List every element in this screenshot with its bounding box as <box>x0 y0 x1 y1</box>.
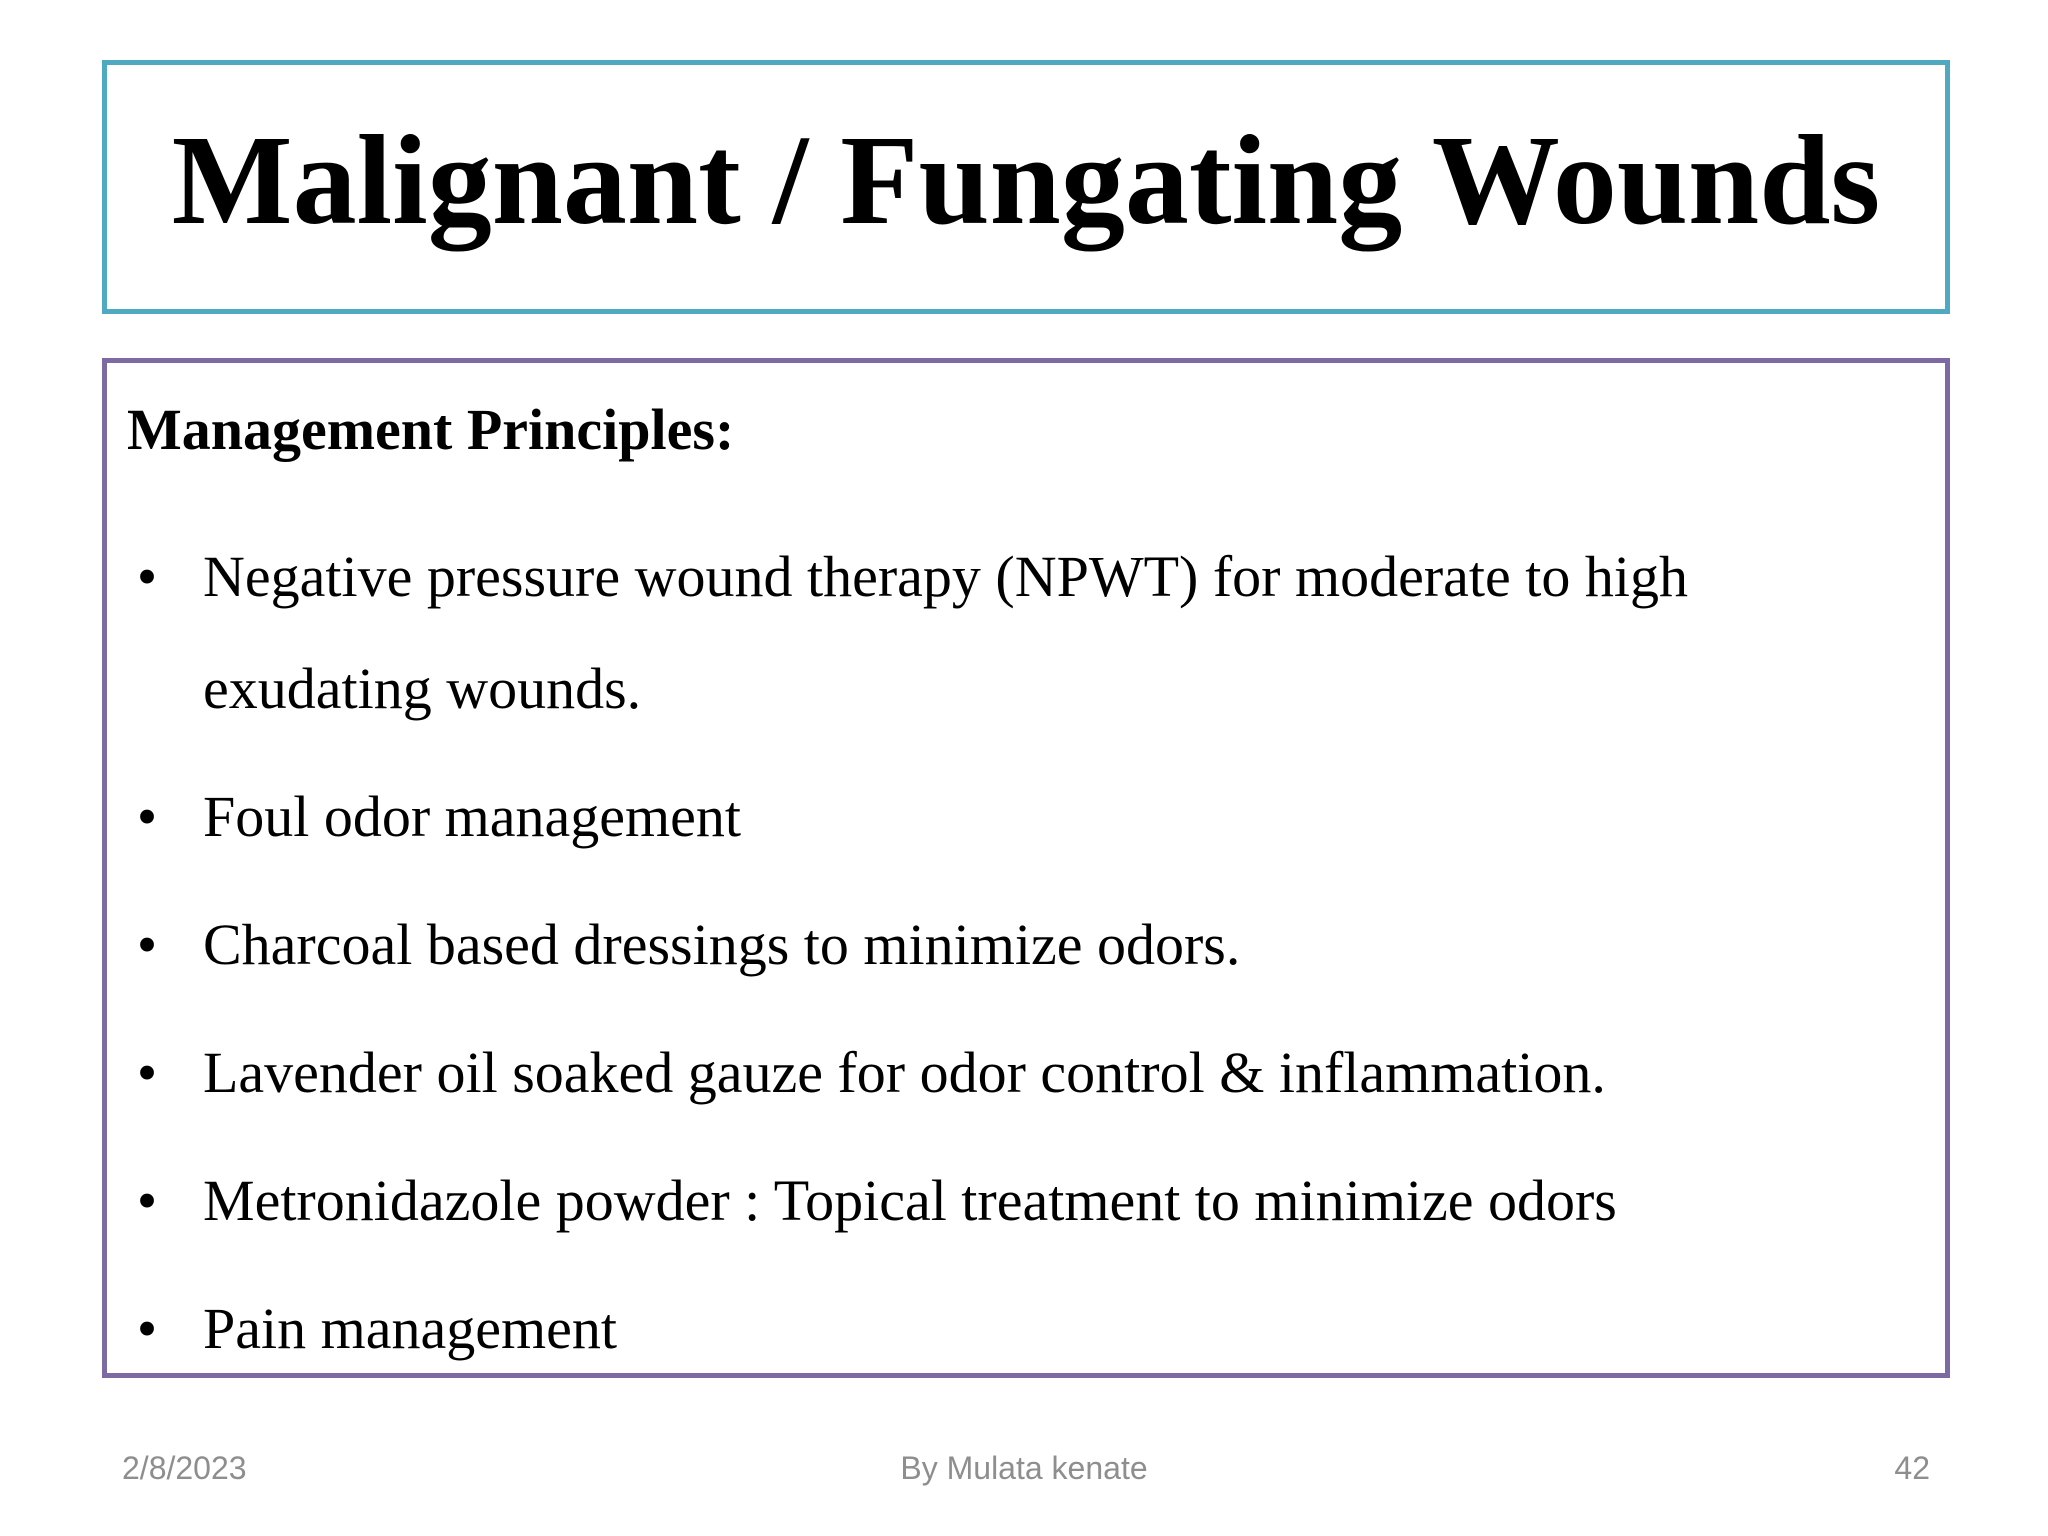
list-item <box>107 761 1945 873</box>
page-number: 42 <box>1894 1450 1930 1486</box>
bullet-icon: • <box>136 784 158 849</box>
title-box <box>102 60 1950 314</box>
bullet-icon: • <box>136 1296 158 1361</box>
list-item <box>107 889 1945 1001</box>
content-box <box>102 358 1950 1378</box>
slide-title: Malignant / Fungating Wounds <box>171 109 1881 251</box>
bullet-text: Negative pressure wound therapy (NPWT) for moderate to high exudating wounds. <box>203 544 1688 721</box>
bullet-text: Lavender oil soaked gauze for odor control & inflammation. <box>203 1040 1606 1105</box>
bullet-text: Charcoal based dressings to minimize odors. <box>203 912 1241 977</box>
bullet-list <box>107 521 1945 1401</box>
bullet-icon: • <box>136 912 158 977</box>
footer-author: By Mulata kenate <box>900 1450 1148 1486</box>
footer-date: 2/8/2023 <box>122 1450 247 1486</box>
list-item <box>107 1145 1945 1257</box>
list-item <box>107 521 1945 745</box>
list-item <box>107 1017 1945 1129</box>
bullet-icon: • <box>136 544 158 609</box>
bullet-icon: • <box>136 1168 158 1233</box>
section-heading: Management Principles: <box>127 397 735 462</box>
list-item <box>107 1273 1945 1385</box>
bullet-text: Foul odor management <box>203 784 742 849</box>
bullet-text: Pain management <box>203 1296 617 1361</box>
bullet-icon: • <box>136 1040 158 1105</box>
bullet-text: Metronidazole powder : Topical treatment to minimize odors <box>203 1168 1617 1233</box>
